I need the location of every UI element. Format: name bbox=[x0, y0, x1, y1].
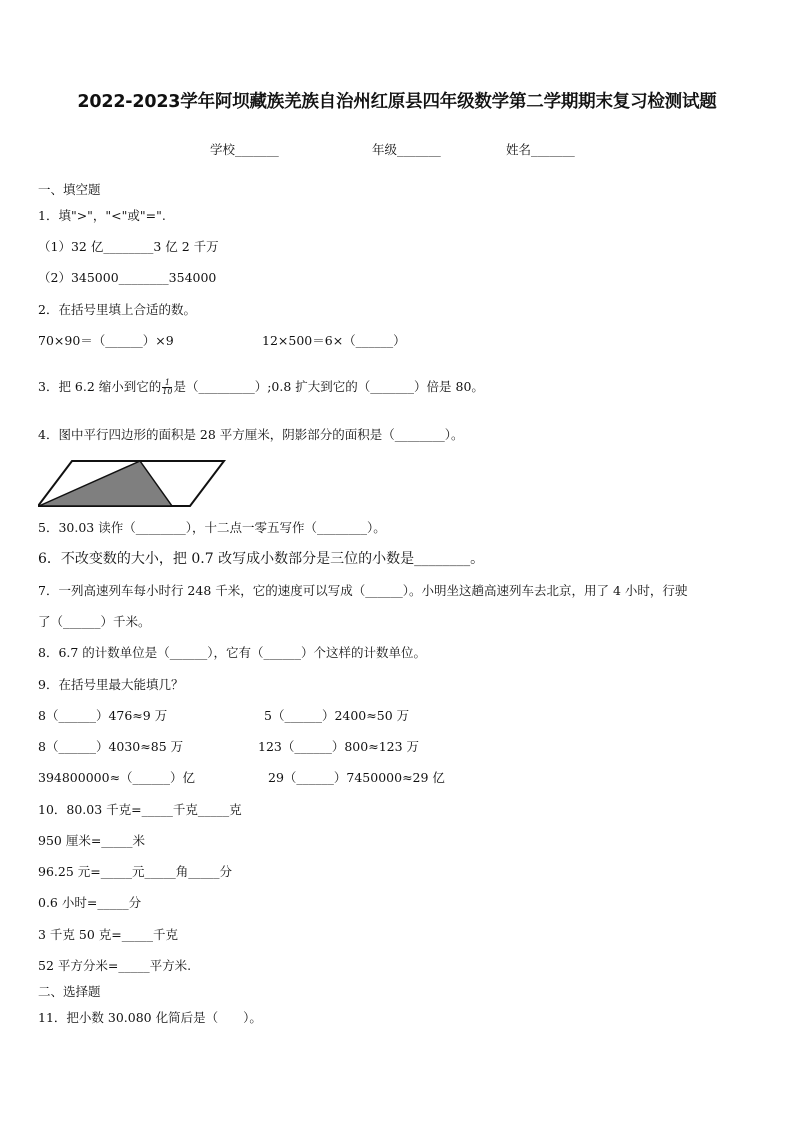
question-10-part-3: 96.25 元=_____元_____角_____分 bbox=[38, 864, 232, 879]
question-11: 11．把小数 30.080 化简后是（ ）。 bbox=[38, 1010, 262, 1025]
question-2-part-2: 12×500＝6×（______） bbox=[262, 333, 406, 348]
question-8: 8．6.7 的计数单位是（______），它有（______）个这样的计数单位。 bbox=[38, 645, 427, 660]
fraction-one-tenth bbox=[162, 379, 172, 396]
question-9-item-1: 8（______）476≈9 万 bbox=[38, 708, 168, 723]
school-field: 学校_______ bbox=[210, 142, 279, 157]
question-10-part-1: 10．80.03 千克=_____千克_____克 bbox=[38, 802, 242, 817]
question-9-item-5: 394800000≈（______）亿 bbox=[38, 770, 196, 785]
question-10-part-5: 3 千克 50 克=_____千克 bbox=[38, 927, 179, 942]
name-field: 姓名_______ bbox=[506, 142, 575, 157]
question-4: 4．图中平行四边形的面积是 28 平方厘米，阴影部分的面积是（________）。 bbox=[38, 427, 464, 442]
question-2-part-1: 70×90＝（______）×9 bbox=[38, 333, 174, 348]
question-10-part-4: 0.6 小时=_____分 bbox=[38, 895, 142, 910]
question-10-part-6: 52 平方分米=_____平方米. bbox=[38, 958, 192, 973]
question-9-item-3: 8（______）4030≈85 万 bbox=[38, 739, 184, 754]
question-1-part-2: （2）345000________354000 bbox=[38, 270, 217, 285]
fraction-numerator: 1 bbox=[162, 379, 172, 388]
question-6: 6．不改变数的大小，把 0.7 改写成小数部分是三位的小数是________。 bbox=[38, 551, 485, 567]
question-9-item-6: 29（______）7450000≈29 亿 bbox=[268, 770, 445, 785]
question-7-line-1: 7．一列高速列车每小时行 248 千米，它的速度可以写成（______）。小明坐这趟高速列车去北京，用了 4 小时，行驶 bbox=[38, 583, 688, 598]
grade-field: 年级_______ bbox=[372, 142, 441, 157]
fraction-denominator: 10 bbox=[162, 387, 173, 396]
question-9-item-4: 123（______）800≈123 万 bbox=[258, 739, 420, 754]
question-9-item-2: 5（______）2400≈50 万 bbox=[264, 708, 410, 723]
question-2: 2．在括号里填上合适的数。 bbox=[38, 302, 196, 317]
question-7-line-2: 了（______）千米。 bbox=[38, 614, 151, 629]
question-1-part-1: （1）32 亿________3 亿 2 千万 bbox=[38, 239, 219, 254]
section-choice-heading: 二、选择题 bbox=[38, 984, 101, 999]
question-3-text-after: 是（_________）;0.8 扩大到它的（_______）倍是 80。 bbox=[173, 379, 484, 394]
page-title: 2022-2023学年阿坝藏族羌族自治州红原县四年级数学第二学期期末复习检测试题 bbox=[77, 92, 717, 112]
question-3 bbox=[38, 379, 484, 396]
parallelogram-figure bbox=[38, 460, 226, 510]
question-9: 9．在括号里最大能填几？ bbox=[38, 677, 184, 692]
question-3-text-before: 3．把 6.2 缩小到它的 bbox=[38, 379, 162, 394]
question-10-part-2: 950 厘米=_____米 bbox=[38, 833, 146, 848]
question-1: 1．填">"，"<"或"=". bbox=[38, 208, 166, 223]
question-5: 5．30.03 读作（________），十二点一零五写作（________）。 bbox=[38, 520, 386, 535]
section-fill-heading: 一、填空题 bbox=[38, 182, 101, 197]
